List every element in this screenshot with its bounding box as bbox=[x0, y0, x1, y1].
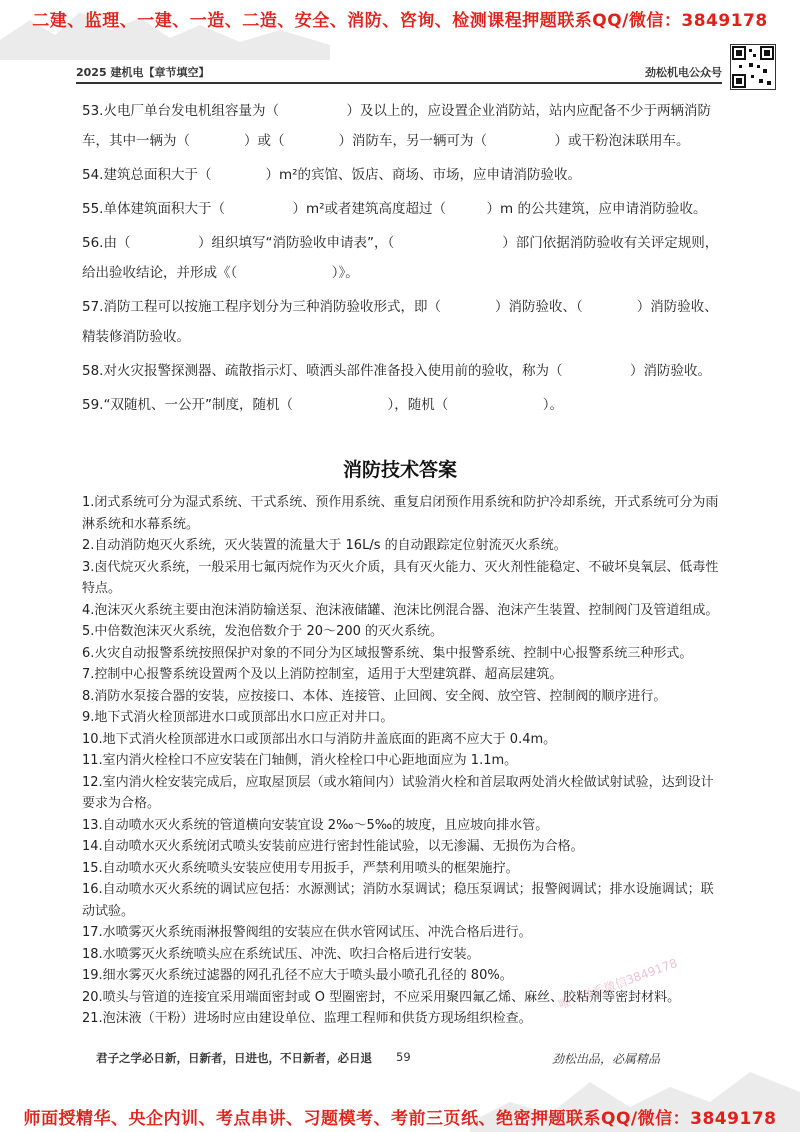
answer-item: 5.中倍数泡沫灭火系统，发泡倍数介于 20～200 的灭火系统。 bbox=[82, 624, 444, 639]
answer-item: 7.控制中心报警系统设置两个及以上消防控制室，适用于大型建筑群、超高层建筑。 bbox=[82, 667, 563, 682]
answer-item: 13.自动喷水灭火系统的管道横向安装宜设 2‰～5‰的坡度，且应坡向排水管。 bbox=[82, 817, 549, 833]
bottom-banner: 师面授精华、央企内训、考点串讲、习题模考、考前三页纸、绝密押题联系QQ/微信：3849178 bbox=[23, 1109, 777, 1129]
watermark-text: 唯一联系微信3849178 bbox=[556, 955, 680, 1013]
question-list bbox=[82, 96, 722, 424]
answer-item: 16.自动喷水灭火系统的调试应包括：水源测试；消防水泵调试；稳压泵调试；报警阀调试；排水设施调试；联动试验。 bbox=[82, 882, 714, 919]
answer-item: 21.泡沫液（干粉）进场时应由建设单位、监理工程师和供货方现场组织检查。 bbox=[82, 1011, 532, 1026]
page-number: 59 bbox=[396, 1050, 411, 1064]
answer-item: 2.自动消防炮灭火系统，灭火装置的流量大于 16L/s 的自动跟踪定位射流灭火系统。 bbox=[82, 538, 567, 553]
footer-motto: 君子之学必日新，日新者，日进也，不日新者，必日退 bbox=[96, 1051, 372, 1065]
answer-item: 11.室内消火栓栓口不应安装在门轴侧，消火栓栓口中心距地面应为 1.1m。 bbox=[82, 753, 518, 768]
page-header bbox=[76, 60, 722, 84]
question-item: 56.由（ ）组织填写“消防验收申请表”，（ ）部门依据消防验收有关评定规则，给出验收结论，并形成《（ ）》。 bbox=[82, 235, 719, 281]
question-item: 53.火电厂单台发电机组容量为（ ）及以上的，应设置企业消防站，站内应配备不少于两辆消防车，其中一辆为（ ）或（ ）消防车，另一辆可为（ ）或干粉泡沫联用车。 bbox=[82, 103, 711, 149]
answer-item: 15.自动喷水灭火系统喷头安装应使用专用扳手，严禁利用喷头的框架施拧。 bbox=[82, 860, 519, 876]
answer-list bbox=[82, 492, 722, 1030]
answer-item: 8.消防水泵接合器的安装，应按接口、本体、连接管、止回阀、安全阀、放空管、控制阀的顺序进行。 bbox=[82, 688, 667, 704]
answer-item: 4.泡沫灭火系统主要由泡沫消防输送泵、泡沫液储罐、泡沫比例混合器、泡沫产生装置、控制阀门及管道组成。 bbox=[82, 602, 719, 618]
question-item: 55.单体建筑面积大于（ ）m²或者建筑高度超过（ ）m 的公共建筑，应申请消防验收。 bbox=[82, 201, 707, 217]
footer-slogan: 劲松出品，必属精品 bbox=[552, 1052, 661, 1066]
question-item: 54.建筑总面积大于（ ）m²的宾馆、饭店、商场、市场，应申请消防验收。 bbox=[82, 167, 582, 183]
answer-item: 18.水喷雾灭火系统喷头应在系统试压、冲洗、吹扫合格后进行安装。 bbox=[82, 946, 480, 962]
header-title: 2025 建机电【章节填空】 bbox=[76, 66, 210, 79]
answer-item: 12.室内消火栓安装完成后，应取屋顶层（或水箱间内）试验消火栓和首层取两处消火栓做试射试验，达到设计要求为合格。 bbox=[82, 774, 714, 811]
qr-code-icon bbox=[730, 44, 776, 90]
top-banner: 二建、监理、一建、一造、二造、安全、消防、咨询、检测课程押题联系QQ/微信：3849178 bbox=[32, 11, 768, 31]
answer-item: 1.闭式系统可分为湿式系统、干式系统、预作用系统、重复启闭预作用系统和防护冷却系统，开式系统可分为雨淋系统和水幕系统。 bbox=[82, 495, 719, 532]
question-item: 58.对火灾报警探测器、疏散指示灯、喷洒头部件准备投入使用前的验收，称为（ ）消防验收。 bbox=[82, 363, 711, 379]
answer-item: 19.细水雾灭火系统过滤器的网孔孔径不应大于喷头最小喷孔孔径的 80%。 bbox=[82, 968, 513, 983]
answer-item: 9.地下式消火栓顶部进水口或顶部出水口应正对井口。 bbox=[82, 710, 394, 725]
answer-item: 6.火灾自动报警系统按照保护对象的不同分为区域报警系统、集中报警系统、控制中心报警系统三种形式。 bbox=[82, 645, 693, 661]
answers-title: 消防技术答案 bbox=[342, 459, 457, 481]
question-item: 57.消防工程可以按施工程序划分为三种消防验收形式，即（ ）消防验收、（ ）消防验收、精装修消防验收。 bbox=[82, 299, 718, 345]
answer-item: 10.地下式消火栓顶部进水口或顶部出水口与消防井盖底面的距离不应大于 0.4m。 bbox=[82, 731, 557, 747]
header-account: 劲松机电公众号 bbox=[645, 66, 722, 79]
answer-item: 14.自动喷水灭火系统闭式喷头安装前应进行密封性能试验，以无渗漏、无损伤为合格。 bbox=[82, 839, 584, 854]
answer-item: 17.水喷雾灭火系统雨淋报警阀组的安装应在供水管网试压、冲洗合格后进行。 bbox=[82, 925, 532, 940]
answer-item: 20.喷头与管道的连接宜采用端面密封或 O 型圈密封，不应采用聚四氟乙烯、麻丝、胶粘剂等密封材料。 bbox=[82, 989, 681, 1005]
question-item: 59.“双随机、一公开”制度，随机（ ），随机（ ）。 bbox=[82, 397, 563, 413]
answer-item: 3.卤代烷灭火系统，一般采用七氟丙烷作为灭火介质，具有灭火能力、灭火剂性能稳定、不破坏臭氧层、低毒性特点。 bbox=[82, 559, 719, 596]
